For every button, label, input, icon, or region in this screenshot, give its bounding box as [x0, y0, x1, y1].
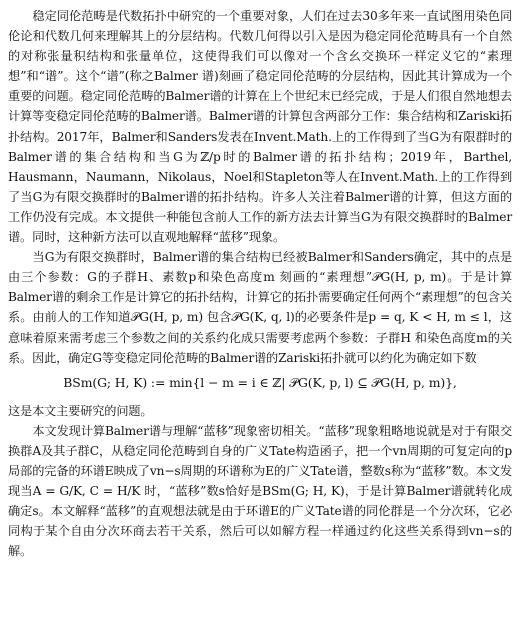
display-formula: BSm(G; H, K) := min{l − m = i ∈ ℤ| 𝒫G(K, p, l) ⊆ 𝒫G(H, p, m)},	[63, 374, 457, 390]
paragraph-introduction: 稳定同伦范畴是代数拓扑中研究的一个重要对象，人们在过去30多年来一直试图用染色同伦论和代数几何来理解其上的分层结构。代数几何得以引入是因为稳定同伦范畴具有一个自然的对称张量积结构和张量单位，这使得我们可以像对一个含幺交换环一样定义它的“素理想”和“谱”。这个“谱”(称之Balmer 谱)刻画了稳定同伦范畴的分层结构，因此其计算成为一个重要的问题。稳定同伦范畴的Balmer谱的计算在上个世纪末已经完成，于是人们很自然地想去计算等变稳定同伦范畴的Balmer谱。Balmer谱的计算包含两部分工作：集合结构和Zariski拓扑结构。2017年，Balmer和Sanders发表在Invent.Math.上的工作得到了当G为有限群时的Balmer谱的集合结构和当G为ℤ/p时的Balmer谱的拓扑结构；2019年，Barthel, Hausmann，Naumann，Nikolaus，Noel和Stapleton等人在Invent.Math.上的工作得到了当G为有限交换群时的Balmer谱的拓扑结构。许多人关注着Balmer谱的计算，但这方面的工作仍没有完成。本文提供一种能包含前人工作的新方法去计算当G为有限交换群时的Balmer谱。同时，这种新方法可以直观地解释“蓝移”现象。	[8, 9, 512, 245]
paragraph-blueshift: 本文发现计算Balmer谱与理解“蓝移”现象密切相关。“蓝移”现象粗略地说就是对于有限交换群A及其子群C，从稳定同伦范畴到自身的广义Tate构造函子，把一个vn周期的可复定向的p局部的完备的环谱E映成了vn−s周期的环谱称为E的广义Tate谱，整数s称为“蓝移”数。本文发现当A = G/K, C = H/K 时，“蓝移”数s恰好是BSm(G; H, K)，于是计算Balmer谱就转化成确定s。本文解释“蓝移”的直观想法就是由于环谱E的广义Tate谱的同伦群是一个分次环，它必同构于某个自由分次环商去若干关系，然后可以如解方程一样通过约化这些关系得到vn−s的解。	[8, 423, 512, 559]
document-page	[8, 6, 512, 561]
paragraph-balmer-spectrum-set-structure: 当G为有限交换群时，Balmer谱的集合结构已经被Balmer和Sanders确定，其中的点是由三个参数：G的子群H、素数p和染色高度m 刻画的“素理想”𝒫G(H, p, m)。于是计算Balmer谱的剩余工作是计算它的拓扑结构，计算它的拓扑需要确定任何两个“素理想”的包含关系。由前人的工作知道𝒫G(H, p, m) 包含𝒫G(K, q, l)的必要条件是p = q, K < H, m ≤ l，这意味着原来需考虑三个参数之间的关系约化成只需要考虑两个参数：子群H 和染色高度m的关系。因此，确定G等变稳定同伦范畴的Balmer谱的Zariski拓扑就可以约化为确定如下数	[8, 250, 512, 365]
paragraph-main-problem: 这是本文主要研究的问题。	[8, 403, 153, 418]
